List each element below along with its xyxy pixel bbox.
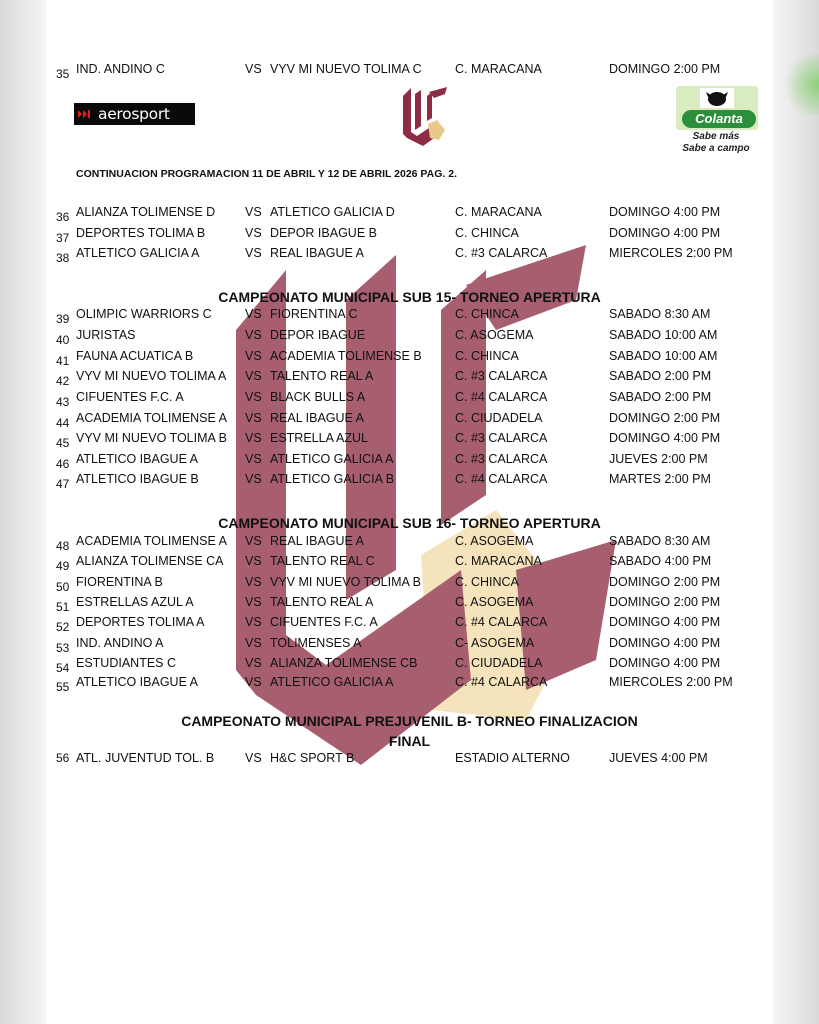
versus-label: VS	[245, 205, 262, 219]
match-row-51	[46, 595, 773, 613]
match-row-36	[46, 205, 773, 223]
versus-label: VS	[245, 452, 262, 466]
match-time: SABADO 10:00 AM	[609, 349, 718, 363]
match-row-56	[46, 751, 773, 769]
aerosport-arrows-icon	[74, 103, 98, 125]
home-team: DEPORTES TOLIMA B	[76, 226, 206, 240]
section-title-prejuvenil: CAMPEONATO MUNICIPAL PREJUVENIL B- TORNEO FINALIZACION	[181, 713, 638, 729]
versus-label: VS	[245, 656, 262, 670]
home-team: ATL. JUVENTUD TOL. B	[76, 751, 215, 765]
match-time: DOMINGO 4:00 PM	[609, 226, 721, 240]
match-time: MARTES 2:00 PM	[609, 472, 711, 486]
match-row-42	[46, 369, 773, 387]
match-row-48	[46, 534, 773, 552]
home-team: CIFUENTES F.C. A	[76, 390, 184, 404]
match-row-55	[46, 675, 773, 693]
home-team: ACADEMIA TOLIMENSE A	[76, 534, 227, 548]
lft-logo	[401, 86, 449, 148]
home-team: ATLETICO IBAGUE B	[76, 472, 199, 486]
match-time: JUEVES 2:00 PM	[609, 452, 708, 466]
versus-label: VS	[245, 369, 262, 383]
match-time: JUEVES 4:00 PM	[609, 751, 708, 765]
match-time: SABADO 2:00 PM	[609, 369, 712, 383]
venue: C. CHINCA	[455, 226, 519, 240]
match-row-38	[46, 246, 773, 264]
match-time: DOMINGO 4:00 PM	[609, 431, 721, 445]
match-number: 37	[56, 231, 70, 245]
continuation-heading: CONTINUACION PROGRAMACION 11 DE ABRIL Y 12 DE ABRIL 2026 PAG. 2.	[76, 168, 457, 180]
versus-label: VS	[245, 246, 262, 260]
venue: C. MARACANA	[455, 62, 542, 76]
page-shadow-left	[0, 0, 46, 1024]
versus-label: VS	[245, 472, 262, 486]
match-number: 39	[56, 312, 70, 326]
match-number: 50	[56, 580, 70, 594]
home-team: ATLETICO GALICIA A	[76, 246, 200, 260]
match-time: MIERCOLES 2:00 PM	[609, 246, 733, 260]
venue: C- ASOGEMA	[455, 636, 535, 650]
venue: C. #3 CALARCA	[455, 452, 548, 466]
match-number: 35	[56, 67, 70, 81]
venue: C. CIUDADELA	[455, 656, 543, 670]
match-row-37	[46, 226, 773, 244]
versus-label: VS	[245, 431, 262, 445]
versus-label: VS	[245, 636, 262, 650]
home-team: ATLETICO IBAGUE A	[76, 452, 199, 466]
away-team: ATLETICO GALICIA D	[270, 205, 395, 219]
away-team: VYV MI NUEVO TOLIMA C	[270, 62, 422, 76]
versus-label: VS	[245, 328, 262, 342]
home-team: FIORENTINA B	[76, 575, 163, 589]
versus-label: VS	[245, 595, 262, 609]
venue: ESTADIO ALTERNO	[455, 751, 570, 765]
aerosport-logo	[74, 103, 195, 125]
venue: C. ASOGEMA	[455, 328, 534, 342]
schedule-page	[46, 0, 773, 1024]
match-row-35	[46, 62, 773, 80]
home-team: ESTUDIANTES C	[76, 656, 177, 670]
match-number: 45	[56, 436, 70, 450]
match-time: SABADO 2:00 PM	[609, 390, 712, 404]
home-team: ACADEMIA TOLIMENSE A	[76, 411, 227, 425]
colanta-logo	[674, 86, 758, 156]
match-row-46	[46, 452, 773, 470]
venue: C. MARACANA	[455, 205, 542, 219]
section-title-sub16: CAMPEONATO MUNICIPAL SUB 16- TORNEO APERTURA	[218, 515, 601, 531]
venue: C. #4 CALARCA	[455, 390, 548, 404]
match-number: 53	[56, 641, 70, 655]
page-shadow-right	[773, 0, 819, 1024]
match-number: 48	[56, 539, 70, 553]
home-team: ALIANZA TOLIMENSE D	[76, 205, 216, 219]
away-team: ESTRELLA AZUL	[270, 431, 368, 445]
match-time: SABADO 8:30 AM	[609, 307, 711, 321]
match-number: 46	[56, 457, 70, 471]
versus-label: VS	[245, 390, 262, 404]
match-time: MIERCOLES 2:00 PM	[609, 675, 733, 689]
match-time: DOMINGO 4:00 PM	[609, 656, 721, 670]
section-title-sub15: CAMPEONATO MUNICIPAL SUB 15- TORNEO APERTURA	[218, 289, 601, 305]
home-team: ESTRELLAS AZUL A	[76, 595, 194, 609]
away-team: BLACK BULLS A	[270, 390, 366, 404]
match-number: 52	[56, 620, 70, 634]
venue: C. MARACANA	[455, 554, 542, 568]
venue: C. CIUDADELA	[455, 411, 543, 425]
match-time: DOMINGO 2:00 PM	[609, 575, 721, 589]
match-row-40	[46, 328, 773, 346]
away-team: TOLIMENSES A	[270, 636, 362, 650]
versus-label: VS	[245, 349, 262, 363]
aerosport-wordmark: aerosport	[98, 105, 170, 123]
match-number: 56	[56, 751, 70, 765]
versus-label: VS	[245, 554, 262, 568]
versus-label: VS	[245, 751, 262, 765]
match-row-50	[46, 575, 773, 593]
match-row-45	[46, 431, 773, 449]
away-team: DEPOR IBAGUE B	[270, 226, 377, 240]
venue: C. #3 CALARCA	[455, 431, 548, 445]
away-team: ATLETICO GALICIA A	[270, 675, 394, 689]
home-team: ALIANZA TOLIMENSE CA	[76, 554, 224, 568]
section-subtitle-final: FINAL	[388, 733, 431, 749]
match-row-54	[46, 656, 773, 674]
match-number: 51	[56, 600, 70, 614]
away-team: TALENTO REAL A	[270, 369, 374, 383]
home-team: FAUNA ACUATICA B	[76, 349, 194, 363]
blurred-background-accent	[779, 55, 819, 115]
versus-label: VS	[245, 534, 262, 548]
home-team: IND. ANDINO A	[76, 636, 164, 650]
home-team: VYV MI NUEVO TOLIMA B	[76, 431, 227, 445]
match-row-41	[46, 349, 773, 367]
away-team: CIFUENTES F.C. A	[270, 615, 378, 629]
versus-label: VS	[245, 675, 262, 689]
colanta-badge	[676, 86, 758, 130]
home-team: ATLETICO IBAGUE A	[76, 675, 199, 689]
away-team: ACADEMIA TOLIMENSE B	[270, 349, 422, 363]
away-team: ALIANZA TOLIMENSE CB	[270, 656, 418, 670]
away-team: REAL IBAGUE A	[270, 534, 365, 548]
match-number: 55	[56, 680, 70, 694]
venue: C. CHINCA	[455, 575, 519, 589]
match-row-49	[46, 554, 773, 572]
match-number: 41	[56, 354, 70, 368]
match-number: 40	[56, 333, 70, 347]
versus-label: VS	[245, 226, 262, 240]
match-row-47	[46, 472, 773, 490]
match-time: DOMINGO 2:00 PM	[609, 595, 721, 609]
colanta-wordmark: Colanta	[682, 110, 756, 128]
versus-label: VS	[245, 615, 262, 629]
away-team: TALENTO REAL C	[270, 554, 375, 568]
match-time: DOMINGO 4:00 PM	[609, 205, 721, 219]
match-time: SABADO 4:00 PM	[609, 554, 712, 568]
colanta-tagline-1: Sabe más	[692, 131, 740, 142]
match-number: 38	[56, 251, 70, 265]
venue: C. #4 CALARCA	[455, 615, 548, 629]
match-time: SABADO 8:30 AM	[609, 534, 711, 548]
match-number: 47	[56, 477, 70, 491]
match-time: SABADO 10:00 AM	[609, 328, 718, 342]
match-time: DOMINGO 2:00 PM	[609, 411, 721, 425]
home-team: OLIMPIC WARRIORS C	[76, 307, 212, 321]
away-team: REAL IBAGUE A	[270, 246, 365, 260]
versus-label: VS	[245, 411, 262, 425]
match-row-44	[46, 411, 773, 429]
venue: C. ASOGEMA	[455, 534, 534, 548]
match-row-53	[46, 636, 773, 654]
away-team: REAL IBAGUE A	[270, 411, 365, 425]
match-time: DOMINGO 4:00 PM	[609, 615, 721, 629]
away-team: TALENTO REAL A	[270, 595, 374, 609]
away-team: VYV MI NUEVO TOLIMA B	[270, 575, 421, 589]
away-team: FIORENTINA C	[270, 307, 358, 321]
versus-label: VS	[245, 62, 262, 76]
match-number: 36	[56, 210, 70, 224]
venue: C. CHINCA	[455, 307, 519, 321]
venue: C. #3 CALARCA	[455, 369, 548, 383]
versus-label: VS	[245, 575, 262, 589]
match-row-43	[46, 390, 773, 408]
away-team: H&C SPORT B	[270, 751, 355, 765]
venue: C. ASOGEMA	[455, 595, 534, 609]
venue: C. #4 CALARCA	[455, 675, 548, 689]
match-row-52	[46, 615, 773, 633]
match-number: 44	[56, 416, 70, 430]
cow-icon	[700, 88, 734, 108]
versus-label: VS	[245, 307, 262, 321]
match-number: 43	[56, 395, 70, 409]
venue: C. CHINCA	[455, 349, 519, 363]
home-team: DEPORTES TOLIMA A	[76, 615, 205, 629]
home-team: JURISTAS	[76, 328, 136, 342]
away-team: ATLETICO GALICIA B	[270, 472, 395, 486]
colanta-tagline-2: Sabe a campo	[682, 143, 750, 154]
venue: C. #3 CALARCA	[455, 246, 548, 260]
venue: C. #4 CALARCA	[455, 472, 548, 486]
match-time: DOMINGO 4:00 PM	[609, 636, 721, 650]
home-team: IND. ANDINO C	[76, 62, 165, 76]
match-number: 49	[56, 559, 70, 573]
away-team: ATLETICO GALICIA A	[270, 452, 394, 466]
match-time: DOMINGO 2:00 PM	[609, 62, 721, 76]
home-team: VYV MI NUEVO TOLIMA A	[76, 369, 227, 383]
away-team: DEPOR IBAGUE	[270, 328, 366, 342]
match-row-39	[46, 307, 773, 325]
match-number: 54	[56, 661, 70, 675]
match-number: 42	[56, 374, 70, 388]
